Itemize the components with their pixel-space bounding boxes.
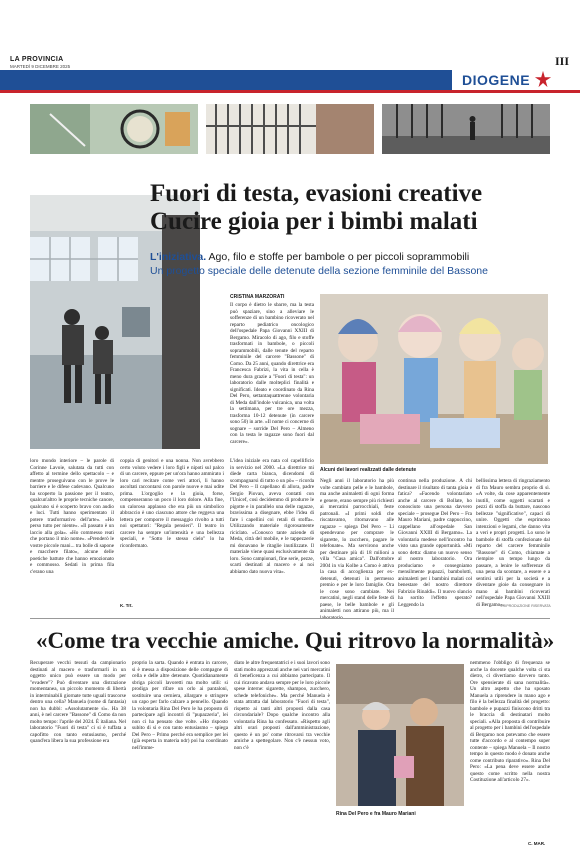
publication-date: MARTEDÌ 9 DICEMBRE 2025 <box>10 64 71 69</box>
newspaper-name: LA PROVINCIA <box>10 56 64 63</box>
copyright-notice: ©RIPRODUZIONE RISERVATA <box>500 604 551 608</box>
article-divider <box>30 618 550 619</box>
photo-caption: Alcuni dei lavori realizzati dalle detenute <box>320 467 417 473</box>
continuation-column-2: coppia di genitori e una nonna. Non avrebbero certo voluto vedere i loro figli e nipoti sul palco di un carcere, eppure per un'ora hanno ammirato i loro cari recitare come veri attori, li hanno ascoltati raccontarsi con parole nuove e mai udite prima. L'orgoglio e la gioia, forse, compenseranno un poco il loro dolore. Alla fine, un caloroso applauso che era più un simbolico abbraccio è uno ciascuno attore che reggeva una lettera per comporre il messaggio rivolto a tutti noi spettatori: "Regala pensieri". Il teatro in carcere ha sempre un'intensità e una bellezza speciali, e "Sotto le stesso cielo" lo ha riconfermato. <box>120 458 224 549</box>
kicker <box>150 251 469 263</box>
photo-credit: MAN <box>160 448 167 452</box>
photo-embroidery-hoop <box>30 104 198 154</box>
continuation-signature: K. Trt. <box>120 603 133 608</box>
article1-column-1: Il corpo è dietro le sbarre, ma la testa può spaziare, sino a alleviare le sofferenze di un bambino ricoverato nel reparto pediatrico oncologico dell'ospedale Papa Giovanni XXIII di Bergamo. Miracolo di ago, filo e stoffe trasformati in bambole, o piccoli soprammobili, dalle tenute del reparto femminile del carcere "Bassone" di Como. Da 25 anni, quando direttrice era Francesca Fabrizi, la vita in cella è meno dura grazie a "Fuori di testa": un laboratorio dalle molteplici finalità e significati. Ideato e coordinato da Rina Del Pero, settantaquattrenne volontaria di Meda dall'indole vulcanica, una volta la settimana, per tre ore mezza, trasforma 10-12 detenute (in carcere sono 50) in arte. «Il nome ci concerne di sognare – sorride Del Pero – Almeno con la testa le ragazze sono fuori dal carcere». <box>230 302 314 445</box>
article1-column-2: L'idea iniziale era nata col capellificio in servizio nel 2000. «La direttrice mi diede carta bianca, dicendomi di scompagnarsi di tutto o un pò» – ricorda Del Pero – Il capellano di allora, padre Sergio Piovan, aveva contatti con l'Unicef, così decidemmo di produrre le pigotte e in parallelo una delle ragazze, bravissima a disegnare, ebbe l'idea di fare i capellini coi retali di stoffa». Utilizzando materiale rigorosamente riciclato. «Conosco tante aziende di Meda, città del mobile, e le tappezzerie mi donavano le ritaglie inutilizzate. Il materiale viene quasi esclusivamente da loro. Sono campionari, fine serie, pezze, scarti destinati al macero e ai noi abbiamo dato nuova vita». <box>230 458 314 575</box>
section-bar-accent <box>0 90 580 93</box>
article1-column-4: continua nella produzione. A chi destinare il risultato di tanta gioia e fatica? «Facendo volontariato anche al carcere di Bollate, ho conosciuto una persona davvero speciale – prosegue Del Pero – Fra Mauro Mariani, padre cappuccino, cappellano all'ospedale San Giovanni XXIII di Bergamo». La volontaria medese nell'incontro ha visto una grande opportunità. «Mi sono detta: diamo un nuovo senso al nostro laboratorio. Ora produciamo e consegniamo mensilmente pupazzi, bambolotti, animaletti per i bambini malati col benestare del nostro direttore Fabrizio Rinaldi». Il nuovo slancio ha sortito l'effetto sperato? Leggendo la <box>398 478 472 608</box>
subheadline: Un progetto speciale delle detenute della sezione femminile del Bassone <box>150 265 488 277</box>
photo-handmade-dolls <box>320 294 548 464</box>
photo-prison-bars <box>206 104 374 154</box>
article2-signature: C. MAR. <box>528 841 546 846</box>
photo-prison-corridor <box>382 104 550 154</box>
article2-column-1: Recuperare vecchi tessuti da campionario destinati al macero e trasformarli in un oggetto unico può essere un modo per "evadere"? Può diventare una distrazione momentanea, un piccolo momento di libertà in interminabili giornate tutte uguali trascorse dentro una cella? Manuela (nome di fantasia) non ha dubbi: «Assolutamente sì». Ha 38 anni, è nel carcere "Bassone" di Como da non molto tempo: l'aprile del 2024. È italiana. Nel laboratorio "Fuori di testa" ci si è tuffata a capofitto con tanto entusiasmo, perché quand'era libera la sua professione era <box>30 660 126 744</box>
headline-line-2: Cucire gioia per i bimbi malati <box>150 208 478 235</box>
article2-column-3: diato le altre frequentatrici e i suoi lavori sono stati molto apprezzati anche nei vari mercatini di beneficenza a cui abbiamo partecipato. Il cui ricavato andava sempre per le loro piccole spese interne: sigarette, shampoo, zucchero, schede telefoniche». Ma perché Manuela è stata attratta dal laboratorio "Fuori di testa", rispetto ai tanti altri proposti dalla casa circondariale? Dopo qualche incontro alla volontaria Rina ha confessato. «Rispetto agli altri orari proposti dall'amministrazione, questo è un po' come ritrovarsi tra vecchie amiche a spettegolare. Non c'è nessun voto, non c'è <box>234 660 330 751</box>
section-logo-star-icon <box>534 70 552 88</box>
article1-column-3: Negli anni il laboratorio ha più volte cambiato pelle e le bambole, ma anche animaletti di ogni forma e genere, erano sempre più richiesti ai mercatini parrocchiali, feste patronali. «I primi soldi che riscatavamo, ritornavano alle ragazze – spiega Del Pero – Li spendevano per comprare le sigarette, lo zucchero, pagare le telefonate». Ma servirono anche per destinare più di 18 milioni a villa "Casa amica". Dall'ottobre 2004 in via Kolbe a Como è attiva la casa di accoglienza per ex-detenuti, detenuti in permesso premio e per le loro famiglie. Ora le cose sono cambiate. Nei mercatini, negli stand delle feste di paese, le belle bambole e gli animaletti non attirano più, ma il <box>320 478 394 614</box>
continuation-column-1: loro mondo interiore – le parole di Corinne Lavoie, salutata da tutti con affetto al termine dello spettacolo – e mentre proseguivano con le prove le barriere e le difese cadevano. Qualcuno ha scoperto la passione per il teatro, qualcun'altro le proprie tecniche canore, qualcuno si è scoperto bravo con audio e luci. Tutti hanno sperimentato il potere trasformativo dell'arte». «Ho perso tutto per niente». «Il passato è un laccio alla gola». «Ho commesso reati che portano il mio nome». «Prenderò le vostre piccole mani... tra bolle di sapone e macchere filato», alcune delle poetiche battute che hanno emozionato e commosso. Sedati in prima fila c'erano una <box>30 458 114 575</box>
photo-rina-del-pero-and-fra-mauro <box>336 664 464 806</box>
photo-caption-article-2: Rina Del Pero e fra Mauro Mariani <box>336 811 416 817</box>
headline-article-2: «Come tra vecchie amiche. Qui ritrovo la normalità» <box>36 628 555 653</box>
kicker-text: Ago, filo e stoffe per bambole o per piccoli soprammobili <box>208 251 470 263</box>
headline-line-1: Fuori di testa, evasioni creative <box>150 180 483 207</box>
article2-column-4: nemmeno l'obbligo di frequenza se anche la docente qualche volta ci sta dietro, ci divertiamo davvero tanto. Ore spensierate di sana normalità». Un altro aspetto che ha sposato Manuela a riprendere in mano ago e filo è la bellezza finalità del progetto: bambole e pupazzi finiscono dritti tra le braccia di destinatari molto speciali. «Alla proposta di contribuire al progetto per i bambini dell'ospedale di Bergamo non potevamo che essere tutte d'accordo e al contempo super contente – spiega Manuela – Il nostro tempo in questo modo è donato anche come contributo riparativo». Rina Del Pero: «La pena deve essere anche questo come scritto nella nostra Costituzione all'articolo 27». <box>470 660 550 783</box>
kicker-label: L'iniziativa. <box>150 251 207 263</box>
article1-column-5: bellissima lettera di ringraziamento di fra Mauro sembra proprio di sì. «A volte, da cose apparentemente inutili, come oggetti scartati e pezzi di stoffa da buttare, nascono bellezze "significative", capaci di unire. Oggetti che esprimono intenzioni e legami, che danno vita a veri e propri progetti. Lo sono le bambole di stoffa confezionate dal reparto del carcere femminile "Bassone" di Como, chiamate a riempire un tempo lungo da passare, a lenire le sofferenze di una pena da scontare, a essere e a sentirsi utili per la società e a diventare gioie da consegnare in mano ai bambini ricoverati nell'ospedale Papa Giovanni XXIII di Bergamo». <box>476 478 550 608</box>
page-number: III <box>555 54 570 68</box>
section-logo: DIOGENE <box>462 72 531 88</box>
byline: CRISTINA MARZORATI <box>230 294 285 300</box>
article2-column-2: proprio la sarta. Quando è entrata in carcere, si è messa a disposizione delle compagne di cella e delle altre detenute. Quotidianamente sbriga piccoli lavoretti ma molto utili: si prodiga per rifare un orlo ai pantaloni, sostituire una cerniera, allargare o stringere un capo per farlo calzare a pennello. Quando la volontaria Rina Del Pero le ha proposto di partecipare agli incontri di "pupazzeria", lei non ci ha pensato due volte. «Ho risposto subito di sì e con tanto entusiasmo – spiega Del Pero – Primo perché era semplice per lei (già esperta in materia ndr) poi ha coordinato nell'imme- <box>132 660 228 751</box>
